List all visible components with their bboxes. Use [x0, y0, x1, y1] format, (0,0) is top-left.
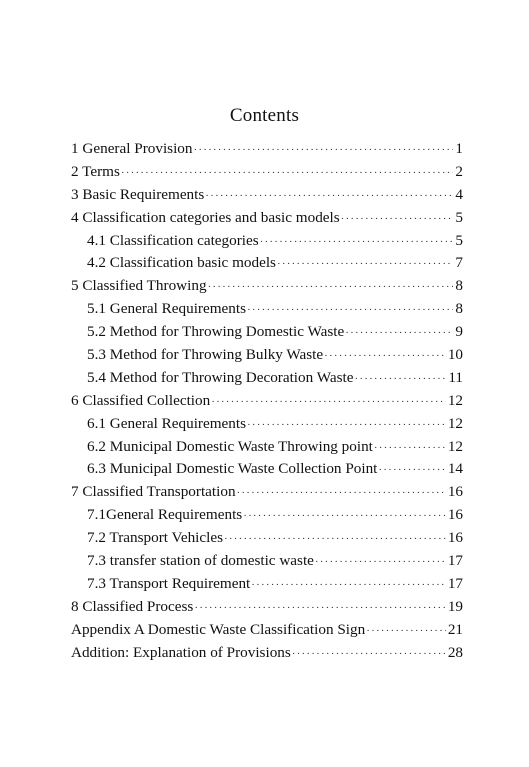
dot-leader: [366, 626, 446, 637]
toc-entry-label: 5.2 Method for Throwing Domestic Waste: [87, 323, 345, 341]
toc-entry-label: 4 Classification categories and basic models: [71, 208, 340, 226]
toc-entry[interactable]: [71, 644, 463, 667]
toc-entry[interactable]: [71, 232, 463, 255]
toc-entry-page-number: 17: [447, 574, 463, 592]
toc-entry-page-number: 21: [447, 620, 463, 638]
toc-entry-label: Appendix A Domestic Waste Classification Sign: [71, 620, 366, 638]
toc-entry[interactable]: [71, 483, 463, 506]
toc-entry-label: 3 Basic Requirements: [71, 185, 205, 203]
dot-leader: [208, 282, 453, 293]
toc-entry[interactable]: [71, 277, 463, 300]
toc-entry[interactable]: [71, 163, 463, 186]
dot-leader: [224, 534, 446, 545]
dot-leader: [345, 328, 453, 339]
dot-leader: [374, 443, 446, 454]
toc-entry-page-number: 19: [447, 597, 463, 615]
dot-leader: [260, 237, 453, 248]
dot-leader: [315, 557, 446, 568]
toc-entry-label: 6 Classified Collection: [71, 391, 211, 409]
toc-entry[interactable]: [71, 529, 463, 552]
dot-leader: [243, 511, 446, 522]
toc-entry-label: 7.3 Transport Requirement: [87, 574, 251, 592]
toc-entry[interactable]: [71, 552, 463, 575]
dot-leader: [121, 168, 453, 179]
page-title: Contents: [229, 105, 300, 126]
toc-entry-label: 8 Classified Process: [71, 597, 194, 615]
toc-entry-page-number: 5: [455, 208, 463, 226]
toc-entry-page-number: 7: [455, 254, 463, 272]
toc-entry-page-number: 16: [447, 529, 463, 547]
dot-leader: [247, 305, 453, 316]
toc-entry-page-number: 12: [447, 391, 463, 409]
toc-entry[interactable]: [71, 254, 463, 277]
toc-entry-page-number: 1: [455, 140, 463, 157]
toc-entry[interactable]: [71, 209, 463, 232]
toc-entry-label: 5.1 General Requirements: [87, 300, 246, 318]
toc-entry-label: 1 General Provision: [71, 140, 193, 157]
toc-entry[interactable]: [71, 323, 463, 346]
toc-entry[interactable]: [71, 140, 463, 163]
toc-entry-label: 6.3 Municipal Domestic Waste Collection Point: [87, 460, 378, 478]
toc-entry-label: 4.1 Classification categories: [87, 231, 259, 249]
toc-entry[interactable]: [71, 300, 463, 323]
dot-leader: [251, 580, 446, 591]
toc-entry[interactable]: [71, 369, 463, 392]
toc-entry-label: 5.3 Method for Throwing Bulky Waste: [87, 346, 324, 364]
toc-entry[interactable]: [71, 506, 463, 529]
toc-entry[interactable]: [71, 392, 463, 415]
toc-entry-page-number: 14: [447, 460, 463, 478]
toc-entry-label: 4.2 Classification basic models: [87, 254, 276, 272]
toc-entry[interactable]: [71, 415, 463, 438]
toc-entry-label: 6.1 General Requirements: [87, 414, 246, 432]
toc-entry-page-number: 12: [447, 414, 463, 432]
toc-entry-page-number: 9: [455, 323, 463, 341]
dot-leader: [378, 465, 445, 476]
dot-leader: [247, 420, 446, 431]
toc-entry[interactable]: [71, 460, 463, 483]
toc-entry-label: Addition: Explanation of Provisions: [71, 643, 291, 661]
dot-leader: [324, 351, 446, 362]
toc-entry-page-number: 17: [447, 552, 463, 570]
dot-leader: [211, 397, 446, 408]
toc-entry-page-number: 16: [447, 506, 463, 524]
dot-leader: [341, 214, 453, 225]
toc-entry-label: 5 Classified Throwing: [71, 277, 207, 295]
toc-entry-page-number: 10: [447, 346, 463, 364]
toc-entry-label: 7.1General Requirements: [87, 506, 243, 524]
dot-leader: [237, 488, 446, 499]
dot-leader: [354, 374, 446, 385]
toc-entry[interactable]: [71, 575, 463, 598]
dot-leader: [277, 259, 453, 270]
toc-entry-page-number: 8: [455, 277, 463, 295]
toc-entry-page-number: 28: [447, 643, 463, 661]
toc-entry-page-number: 12: [447, 437, 463, 455]
dot-leader: [194, 603, 445, 614]
toc-entry-page-number: 5: [455, 231, 463, 249]
toc-entry[interactable]: [71, 346, 463, 369]
toc-entry-label: 7 Classified Transportation: [71, 483, 236, 501]
toc-entry-label: 2 Terms: [71, 162, 120, 180]
dot-leader: [193, 145, 453, 156]
toc-entry[interactable]: [71, 598, 463, 621]
toc-entry-label: 7.2 Transport Vehicles: [87, 529, 223, 547]
dot-leader: [292, 649, 446, 660]
toc-entry[interactable]: [71, 438, 463, 461]
toc-entry-page-number: 8: [455, 300, 463, 318]
toc-entry-page-number: 4: [455, 185, 463, 203]
dot-leader: [205, 191, 453, 202]
toc-entry-label: 7.3 transfer station of domestic waste: [87, 552, 314, 570]
table-of-contents: [71, 140, 463, 666]
toc-entry-page-number: 2: [455, 162, 463, 180]
toc-entry[interactable]: [71, 621, 463, 644]
toc-entry-label: 5.4 Method for Throwing Decoration Waste: [87, 368, 354, 386]
toc-entry-label: 6.2 Municipal Domestic Waste Throwing point: [87, 437, 373, 455]
toc-entry-page-number: 11: [448, 368, 463, 386]
toc-entry[interactable]: [71, 186, 463, 209]
toc-entry-page-number: 16: [447, 483, 463, 501]
